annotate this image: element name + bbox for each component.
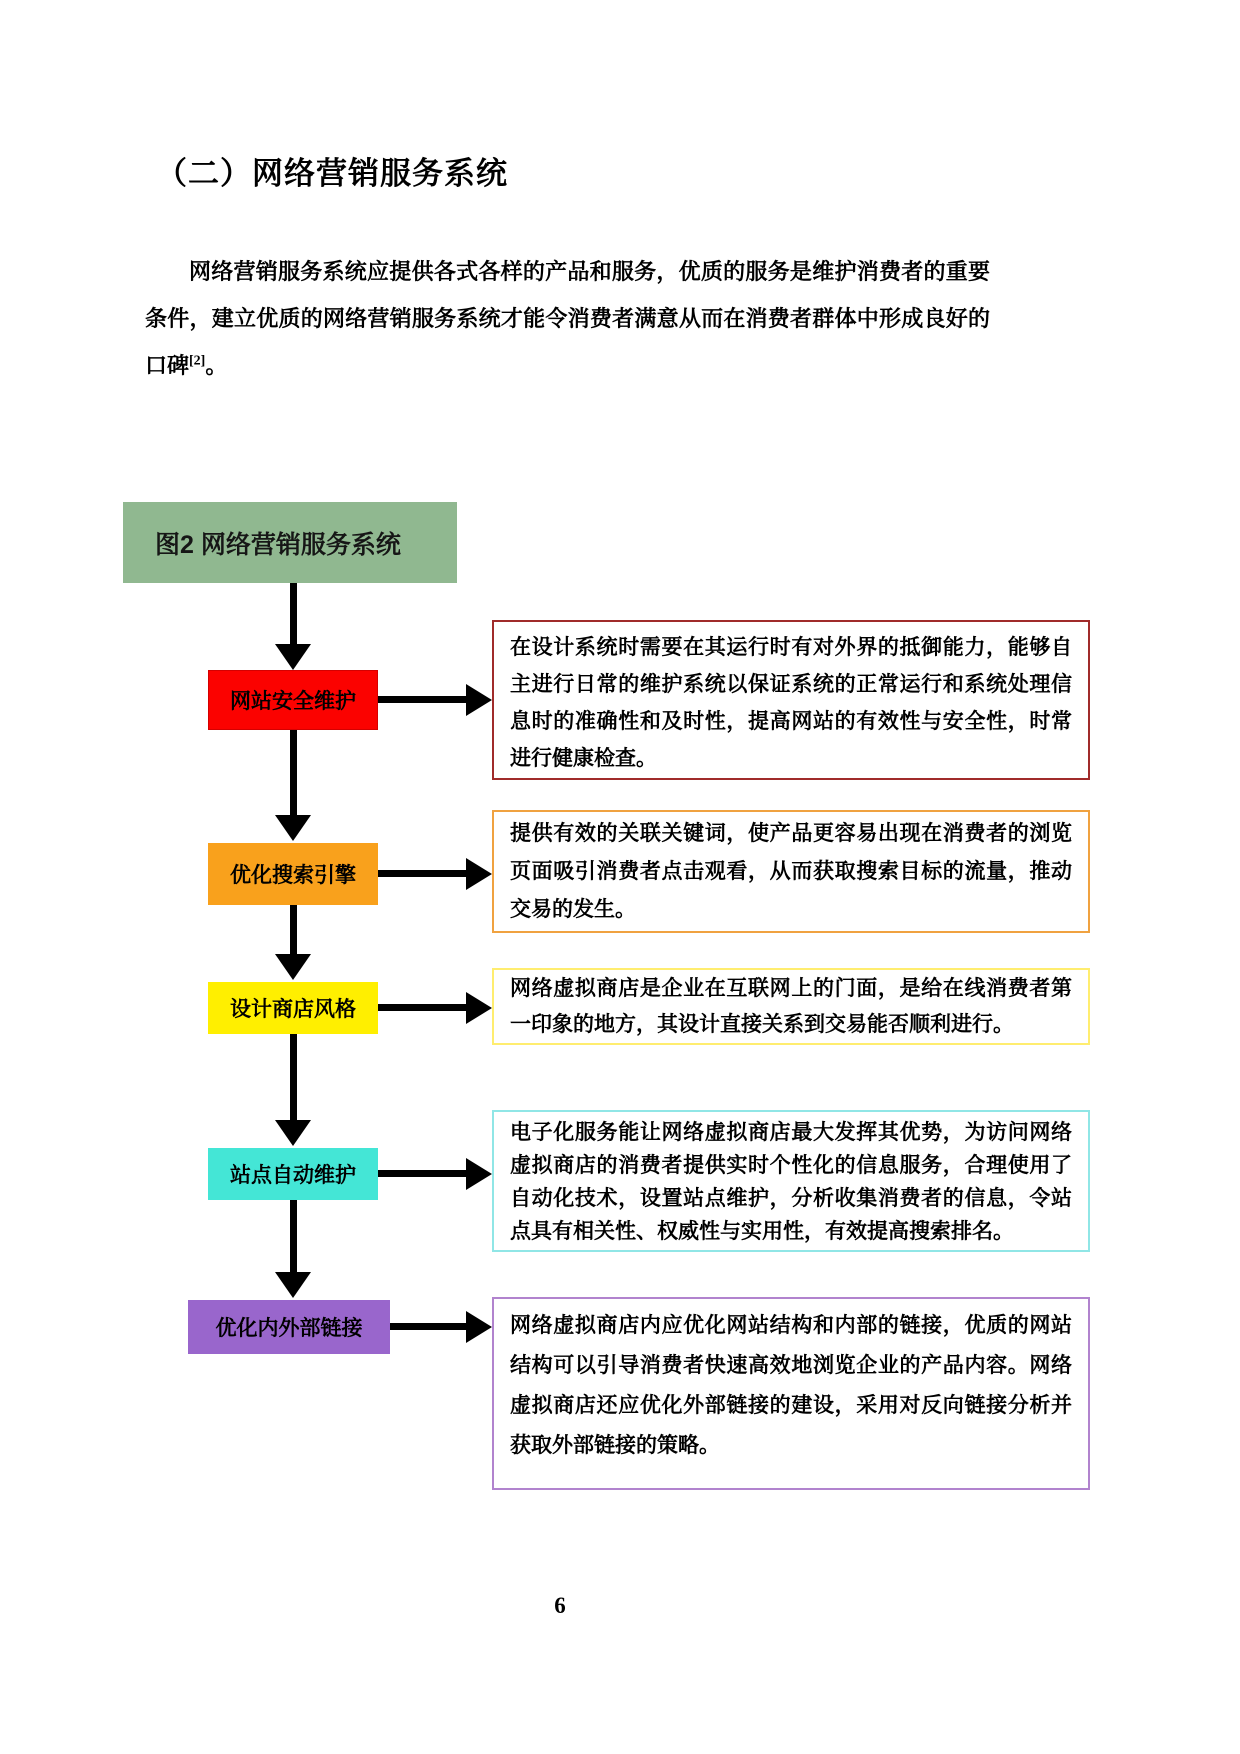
- footnote-reference: [2]: [189, 353, 206, 369]
- body-paragraph: [145, 248, 990, 389]
- desc-text: 网络虚拟商店内应优化网站结构和内部的链接，优质的网站结构可以引导消费者快速高效地浏览企业的产品内容。网络虚拟商店还应优化外部链接的建设，采用对反向链接分析并获取外部链接的策略。: [510, 1314, 1072, 1457]
- paragraph-text: 网络营销服务系统应提供各式各样的产品和服务，优质的服务是维护消费者的重要条件，建立优质的网络营销服务系统才能令消费者满意从而在消费者群体中形成良好的口碑: [145, 259, 990, 378]
- flow-node-store-style: [208, 982, 378, 1034]
- desc-box-store-style: [492, 968, 1090, 1045]
- arrow-shaft-row4: [378, 1170, 466, 1177]
- arrow-head-down-icon: [275, 644, 311, 670]
- desc-box-search-engine: [492, 810, 1090, 933]
- desc-box-website-security: [492, 620, 1090, 780]
- flow-node-website-security: [208, 670, 378, 730]
- desc-text: 网络虚拟商店是企业在互联网上的门面，是给在线消费者第一印象的地方，其设计直接关系到交易能否顺利进行。: [510, 977, 1072, 1036]
- desc-text: 电子化服务能让网络虚拟商店最大发挥其优势，为访问网络虚拟商店的消费者提供实时个性化的信息服务，合理使用了自动化技术，设置站点维护，分析收集消费者的信息，令站点具有相关性、权威性与实用性，有效提高搜索排名。: [510, 1121, 1072, 1243]
- arrow-head-right-icon: [466, 1311, 492, 1343]
- arrow-head-down-icon: [275, 1272, 311, 1298]
- arrow-shaft-title-to-row1: [290, 583, 297, 644]
- arrow-head-right-icon: [466, 858, 492, 890]
- flow-node-label: 优化搜索引擎: [230, 864, 356, 887]
- desc-box-link-optimization: [492, 1297, 1090, 1490]
- arrow-head-right-icon: [466, 992, 492, 1024]
- section-heading: （二）网络营销服务系统: [156, 156, 508, 191]
- flow-node-label: 网站安全维护: [230, 690, 356, 713]
- flow-node-label: 优化内外部链接: [215, 1317, 363, 1340]
- arrow-head-right-icon: [466, 684, 492, 716]
- arrow-head-down-icon: [275, 954, 311, 980]
- arrow-shaft-row2: [378, 870, 466, 877]
- arrow-shaft-row3: [378, 1004, 466, 1011]
- arrow-head-down-icon: [275, 815, 311, 841]
- page-number: 6: [554, 1593, 566, 1618]
- flow-node-label: 设计商店风格: [230, 998, 356, 1021]
- desc-box-site-auto-maintenance: [492, 1110, 1090, 1252]
- figure-title: 图2 网络营销服务系统: [155, 530, 401, 559]
- flow-node-label: 站点自动维护: [230, 1164, 356, 1187]
- arrow-shaft-row3-to-row4: [290, 1034, 297, 1120]
- arrow-shaft-row5: [390, 1323, 466, 1330]
- arrow-head-down-icon: [275, 1120, 311, 1146]
- arrow-head-right-icon: [466, 1158, 492, 1190]
- arrow-shaft-row1: [378, 696, 466, 703]
- arrow-shaft-row2-to-row3: [290, 905, 297, 954]
- flow-node-site-auto-maintenance: [208, 1148, 378, 1200]
- flow-node-search-engine: [208, 843, 378, 905]
- desc-text: 提供有效的关联关键词，使产品更容易出现在消费者的浏览页面吸引消费者点击观看，从而获取搜索目标的流量，推动交易的发生。: [510, 822, 1072, 921]
- paragraph-period: 。: [205, 353, 228, 378]
- desc-text: 在设计系统时需要在其运行时有对外界的抵御能力，能够自主进行日常的维护系统以保证系统的正常运行和系统处理信息时的准确性和及时性，提高网站的有效性与安全性，时常进行健康检查。: [510, 636, 1072, 770]
- arrow-shaft-row1-to-row2: [290, 730, 297, 815]
- figure-title-box: [123, 502, 457, 583]
- arrow-shaft-row4-to-row5: [290, 1200, 297, 1272]
- flow-node-link-optimization: [188, 1300, 390, 1354]
